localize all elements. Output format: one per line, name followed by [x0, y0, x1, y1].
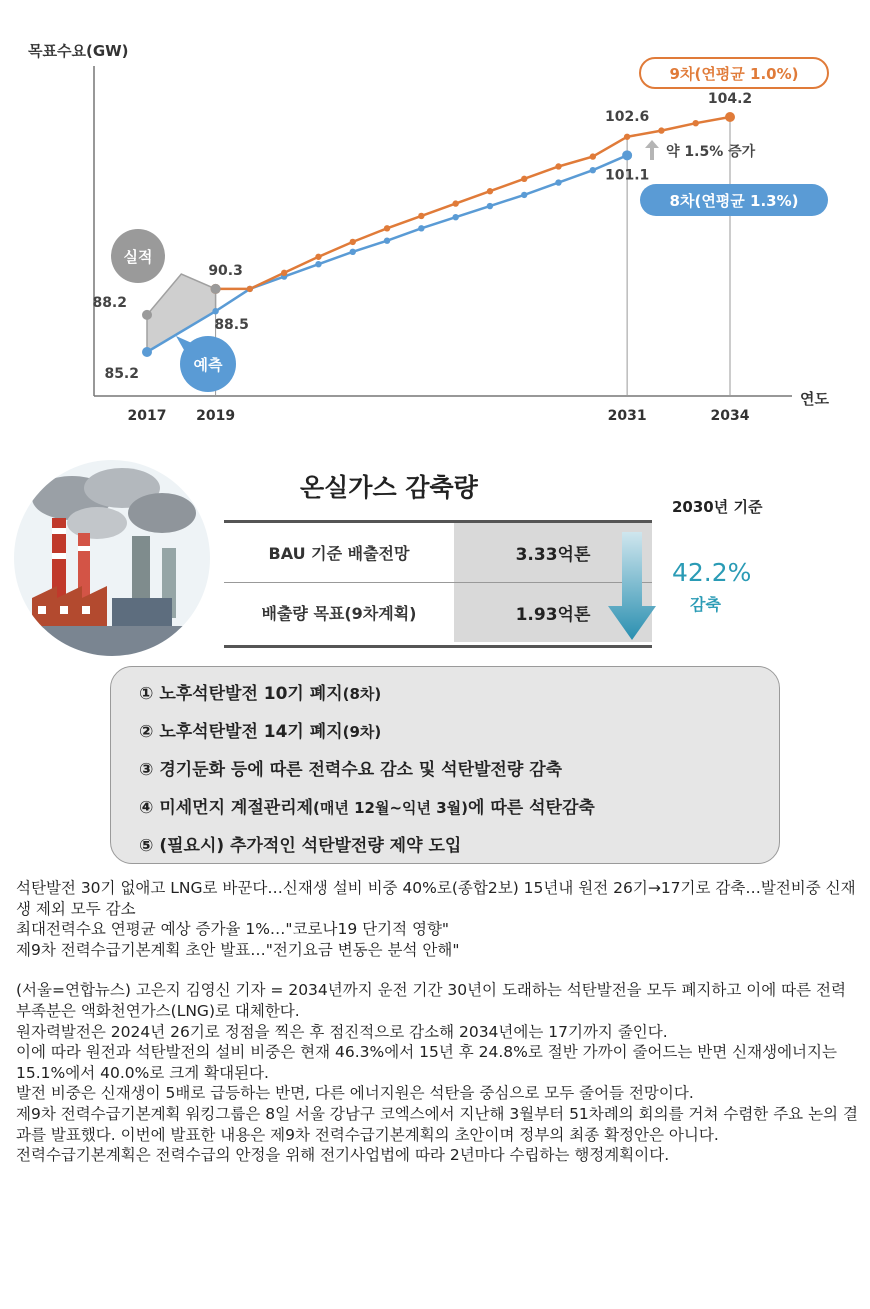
- measure-number: ③: [139, 760, 154, 780]
- headline: 석탄발전 30기 없애고 LNG로 바꾼다…신재생 설비 비중 40%로(종합2보) 15년내 원전 26기→17기로 감축…발전비중 신재생 제외 모두 감소: [16, 879, 856, 918]
- article-paragraph: 이에 따라 원전과 석탄발전의 설비 비중은 현재 46.3%에서 15년 후 24.8%로 절반 가까이 줄어드는 반면 신재생에너지는 15.1%에서 40.0%로 크게 확대된다.: [16, 1043, 837, 1082]
- headline: 최대전력수요 연평균 예상 증가율 1%…"코로나19 단기적 영향": [16, 920, 450, 939]
- measure-item: [139, 679, 381, 704]
- article-paragraph: 발전 비중은 신재생이 5배로 급등하는 반면, 다른 에너지원은 석탄을 중심으로 모두 줄어들 전망이다.: [16, 1084, 694, 1103]
- headline: 제9차 전력수급기본계획 초안 발표…"전기요금 변동은 분석 안해": [16, 940, 460, 959]
- article-paragraph: 전력수급기본계획은 전력수급의 안정을 위해 전기사업법에 따라 2년마다 수립하는 행정계획이다.: [16, 1146, 670, 1165]
- article-paragraph: (서울=연합뉴스) 고은지 김영신 기자 = 2034년까지 운전 기간 30년이 도래하는 석탄발전을 모두 폐지하고 이에 따른 전력 부족분은 액화천연가스(LNG)로 대체한다.: [16, 981, 846, 1020]
- measure-number: ②: [139, 722, 154, 742]
- ghg-section: [0, 440, 870, 660]
- demand-chart-svg: [0, 0, 870, 440]
- data-label: 88.2: [92, 294, 127, 311]
- data-label: 90.3: [208, 262, 243, 279]
- measure-number: ⑤: [139, 836, 154, 856]
- measures-box: [110, 666, 780, 864]
- measure-text: (필요시) 추가적인 석탄발전량 제약 도입: [159, 836, 462, 856]
- measure-suffix: (매년 12월~익년 3월): [313, 799, 469, 817]
- series-point: [452, 214, 458, 220]
- ghg-row-label: 배출량 목표(9차계획): [261, 604, 417, 623]
- measure-item: [139, 831, 461, 856]
- article-paragraph: 제9차 전력수급기본계획 워킹그룹은 8일 서울 강남구 코엑스에서 지난해 3월부터 51차례의 회의를 거쳐 수렴한 주요 논의 결과를 발표했다. 이번에 발표한 내용은 제9차 전력수급기본계획의 초안이며 정부의 최종 확정안은 아니다.: [16, 1104, 858, 1144]
- ghg-row-target: [224, 583, 652, 642]
- factory-illustration-icon: [12, 458, 212, 658]
- ghg-title: 온실가스 감축량: [300, 473, 478, 502]
- measure-number: ④: [139, 798, 154, 818]
- series-point: [418, 225, 424, 231]
- measure-item: [139, 793, 595, 818]
- increase-label: 약 1.5% 증가: [666, 144, 756, 160]
- demand-chart: [0, 0, 870, 440]
- series-point: [658, 127, 664, 133]
- actual-point: [211, 284, 221, 294]
- data-label: 101.1: [604, 167, 650, 184]
- data-label: 88.5: [214, 317, 249, 334]
- series-point: [555, 163, 561, 169]
- series-point: [487, 203, 493, 209]
- reduction-label: 감축: [690, 595, 721, 614]
- series-point: [315, 254, 321, 260]
- series-point: [247, 286, 253, 292]
- series-point: [590, 153, 596, 159]
- ghg-table: [224, 520, 652, 648]
- measure-item: [139, 755, 562, 780]
- measure-text: 노후석탄발전 10기 폐지: [159, 684, 343, 704]
- measure-text: 경기둔화 등에 따른 전력수요 감소 및 석탄발전량 감축: [159, 760, 563, 780]
- actual-bubble: [111, 229, 165, 283]
- series-point: [521, 176, 527, 182]
- y-axis-label: 목표수요(GW): [28, 42, 129, 60]
- series-point: [315, 261, 321, 267]
- x-tick-labels: [128, 408, 750, 424]
- ghg-basis: 2030년 기준: [672, 498, 763, 516]
- forecast-bubble: [176, 336, 236, 392]
- series-point: [350, 249, 356, 255]
- series-point: [384, 237, 390, 243]
- ghg-row-label: BAU 기준 배출전망: [268, 544, 410, 563]
- series-point: [725, 112, 735, 122]
- down-arrow-icon: [604, 532, 660, 642]
- data-labels: [92, 91, 752, 382]
- reduction-percent: 42.2%: [672, 558, 752, 587]
- legend-plan8-label: 8차(연평균 1.3%): [669, 192, 799, 210]
- x-tick-label: 2034: [710, 408, 750, 424]
- actual-point: [142, 310, 152, 320]
- series-point: [212, 308, 218, 314]
- series-point: [487, 188, 493, 194]
- series-point: [693, 120, 699, 126]
- measure-item: [139, 717, 381, 742]
- measure-suffix: (9차): [342, 723, 382, 741]
- series-point: [418, 213, 424, 219]
- measure-suffix: (8차): [342, 685, 382, 703]
- measure-text: 노후석탄발전 14기 폐지: [159, 722, 343, 742]
- measure-number: ①: [139, 684, 154, 704]
- ghg-row-bau: [224, 523, 652, 583]
- data-label: 102.6: [604, 108, 650, 125]
- series-point: [624, 134, 630, 140]
- series-point: [452, 200, 458, 206]
- x-tick-label: 2019: [196, 408, 236, 424]
- data-label: 85.2: [104, 366, 139, 382]
- legend-plan8: [640, 184, 828, 216]
- article: [16, 878, 858, 1166]
- up-arrow-icon: [645, 140, 659, 160]
- x-tick-label: 2031: [607, 408, 647, 424]
- x-axis-label: 연도: [800, 390, 829, 408]
- series-point: [555, 179, 561, 185]
- series-point: [521, 192, 527, 198]
- legend-plan9-label: 9차(연평균 1.0%): [669, 65, 799, 83]
- series-point: [590, 167, 596, 173]
- series-point: [350, 239, 356, 245]
- measure-tail: 에 따른 석탄감축: [468, 798, 595, 818]
- legend-plan9: [640, 58, 828, 88]
- series-point: [622, 150, 632, 160]
- series-point: [384, 225, 390, 231]
- measure-text: 미세먼지 계절관리제: [159, 798, 314, 818]
- x-tick-label: 2017: [127, 408, 167, 424]
- actual-bubble-label: 실적: [123, 248, 153, 266]
- increase-annotation: [645, 140, 756, 160]
- data-label: 104.2: [707, 91, 753, 107]
- ghg-row-value: 3.33억톤: [454, 523, 652, 582]
- forecast-bubble-label: 예측: [193, 356, 223, 374]
- series-point: [142, 347, 152, 357]
- series-point: [281, 270, 287, 276]
- ghg-row-value: 1.93억톤: [454, 583, 652, 642]
- article-paragraph: 원자력발전은 2024년 26기로 정점을 찍은 후 점진적으로 감소해 2034년에는 17기까지 줄인다.: [16, 1022, 668, 1041]
